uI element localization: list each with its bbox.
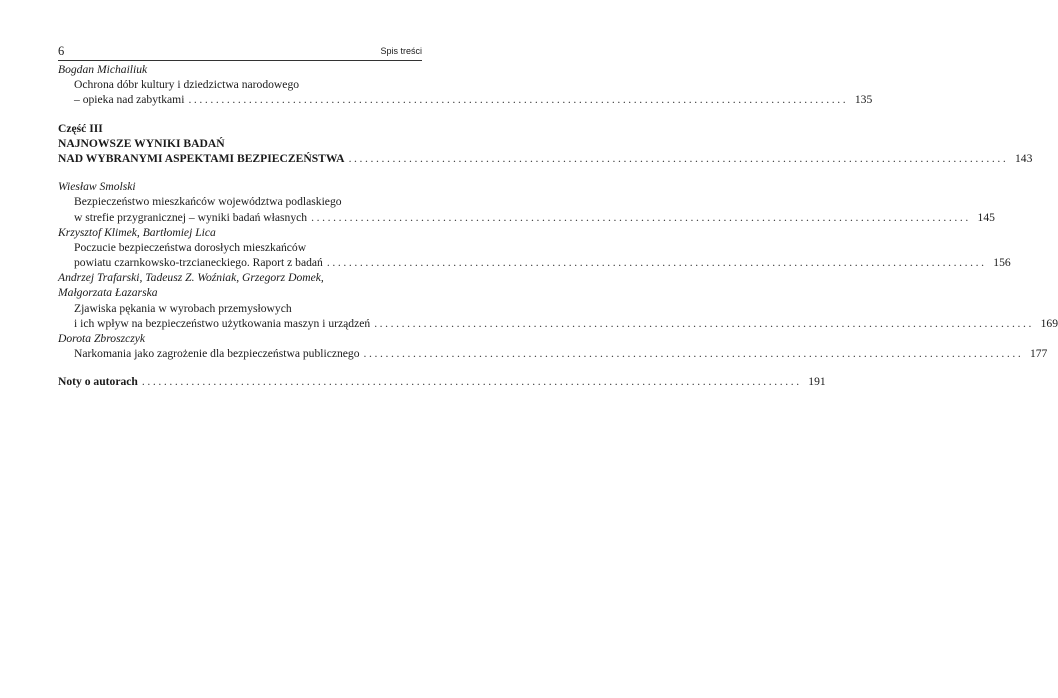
part-label: Część III: [58, 121, 103, 135]
toc-title-line: w strefie przygranicznej – wyniki badań własnych: [74, 210, 308, 224]
notes-label: Noty o autorach: [58, 375, 138, 389]
leader-dots: ........................................................................................................................: [363, 347, 1024, 361]
toc-author: Wiesław Smolski: [58, 180, 136, 194]
leader-dots: ........................................................................................................................: [141, 375, 802, 389]
toc-entry-177[interactable]: [58, 346, 1048, 361]
toc-author: Andrzej Trafarski, Tadeusz Z. Woźniak, Grzegorz Domek,: [58, 271, 324, 285]
toc-entry-135[interactable]: [58, 92, 873, 107]
toc-page-number: 143: [1014, 151, 1033, 165]
toc-entry-143[interactable]: [58, 151, 1033, 166]
toc-author: Bogdan Michailiuk: [58, 63, 148, 76]
toc-page-number: 177: [1029, 347, 1048, 361]
toc-title-line: Ochrona dóbr kultury i dziedzictwa narodowego: [74, 78, 300, 92]
toc-title-line: Poczucie bezpieczeństwa dorosłych mieszkańców: [74, 240, 307, 254]
toc-title-line: Narkomania jako zagrożenie dla bezpieczeństwa publicznego: [74, 347, 360, 361]
leader-dots: ........................................................................................................................: [311, 210, 971, 224]
toc-author: Dorota Zbroszczyk: [58, 332, 146, 345]
page-number: 6: [58, 44, 65, 58]
toc-entry-145[interactable]: [58, 210, 995, 225]
part-title-line: NAD WYBRANYMI ASPEKTAMI BEZPIECZEŃSTWA: [58, 151, 345, 165]
toc-page-number: 169: [1040, 316, 1058, 330]
table-of-contents: [58, 62, 1058, 390]
toc-entry-169[interactable]: [58, 316, 1058, 331]
leader-dots: ........................................................................................................................: [326, 256, 987, 270]
header-rule: [58, 60, 422, 61]
toc-title-line: powiatu czarnkowsko-trzcianeckiego. Raport z badań: [74, 256, 323, 270]
leader-dots: ........................................................................................................................: [188, 93, 849, 107]
toc-title-line: Zjawiska pękania w wyrobach przemysłowych: [74, 301, 292, 315]
toc-page-number: 156: [993, 256, 1011, 270]
toc-page-number: 135: [854, 93, 873, 107]
page-header: [58, 44, 422, 60]
toc-author: Krzysztof Klimek, Bartłomiej Lica: [58, 225, 216, 239]
toc-page-number: 145: [977, 210, 995, 224]
toc-title-line: – opieka nad zabytkami: [74, 93, 185, 107]
toc-entry-191[interactable]: [58, 374, 826, 389]
toc-title-line: i ich wpływ na bezpieczeństwo użytkowania maszyn i urządzeń: [74, 316, 371, 330]
toc-author: Małgorzata Łazarska: [58, 286, 158, 300]
toc-page-number: 191: [808, 375, 826, 389]
toc-title-line: Bezpieczeństwo mieszkańców województwa podlaskiego: [74, 195, 342, 209]
running-title: Spis treści: [380, 46, 422, 56]
toc-entry-156[interactable]: [58, 255, 1011, 270]
leader-dots: ........................................................................................................................: [374, 316, 1034, 330]
part-title-line: NAJNOWSZE WYNIKI BADAŃ: [58, 136, 225, 150]
leader-dots: ........................................................................................................................: [348, 151, 1009, 165]
